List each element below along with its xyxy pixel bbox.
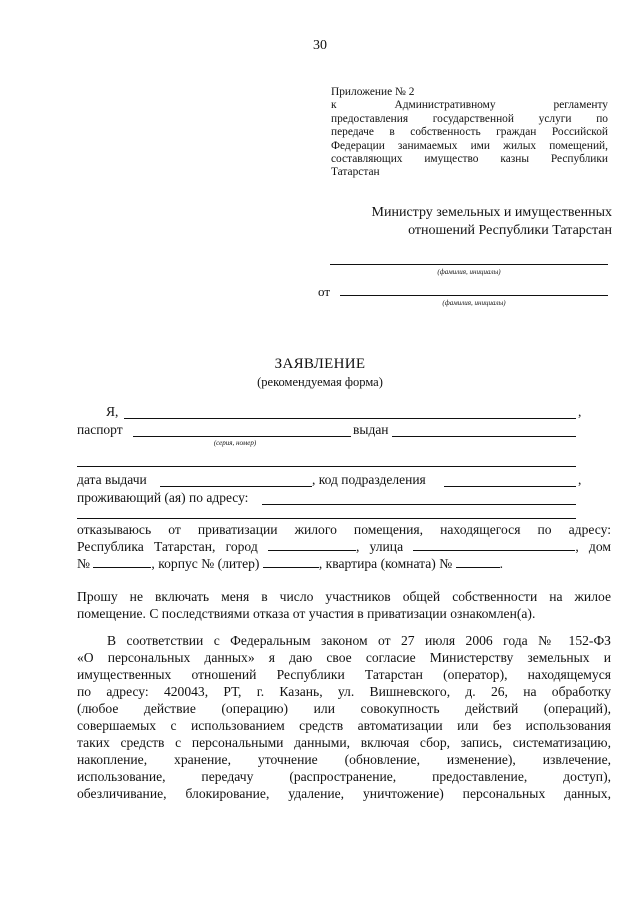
issue-date-line[interactable]	[160, 486, 312, 487]
request-line: помещение. С последствиями отказа от участия в приватизации ознакомлен(а).	[77, 606, 536, 621]
addressee-line: Министру земельных и имущественных	[371, 205, 612, 220]
request-line: Прошу не включать меня в число участников общей собственности на жилое	[77, 589, 611, 604]
comma: ,	[578, 472, 582, 487]
house-field[interactable]	[93, 555, 151, 568]
appendix-line: Федерации занимаемых ими жилых помещений,	[331, 139, 608, 152]
from-caption: (фамилия, инициалы)	[442, 299, 506, 307]
residing-line[interactable]	[262, 504, 576, 505]
appendix-line: к Административному регламенту	[331, 99, 608, 112]
city-field[interactable]	[268, 538, 356, 551]
name-caption: (фамилия, инициалы)	[437, 268, 501, 276]
consent-line: имущественных отношений Республики Татарстан (оператор), находящемуся	[77, 667, 611, 682]
ya-label: Я,	[106, 404, 119, 419]
building-field[interactable]	[263, 555, 319, 568]
document-title: ЗАЯВЛЕНИЕ	[274, 356, 366, 372]
fullname-line[interactable]	[124, 418, 576, 419]
from-line[interactable]	[340, 295, 608, 296]
request-paragraph	[77, 588, 611, 622]
consent-line: таких средств с персональными данными, включая сбор, запись, систематизацию,	[77, 735, 611, 750]
appendix-line: передаче в собственность граждан Российской	[331, 126, 608, 139]
appendix-line: Татарстан	[331, 166, 380, 179]
division-code-label: , код подразделения	[312, 472, 426, 487]
appendix-line: составляющих имущество казны Республики	[331, 153, 608, 166]
issue-date-label: дата выдачи	[77, 472, 147, 487]
street-field[interactable]	[413, 538, 575, 551]
consent-line: В соответствии с Федеральным законом от 27 июля 2006 года № 152-ФЗ	[107, 633, 611, 648]
residing-label: проживающий (ая) по адресу:	[77, 490, 249, 505]
issued-label: выдан	[353, 422, 389, 437]
name-line[interactable]	[330, 264, 608, 265]
consent-paragraph	[77, 632, 611, 802]
consent-line: накопление, хранение, уточнение (обновление, изменение), извлечение,	[77, 752, 611, 767]
page-number: 30	[313, 38, 327, 53]
consent-line: «О персональных данных» я даю свое согласие Министерству земельных и	[77, 650, 611, 665]
from-label: от	[318, 284, 331, 299]
refusal-line: Республика Татарстан, город , улица , дом	[77, 539, 611, 554]
addressee-line: отношений Республики Татарстан	[408, 223, 612, 238]
apartment-field[interactable]	[456, 555, 500, 568]
passport-caption: (серия, номер)	[213, 439, 257, 447]
refusal-paragraph	[77, 521, 611, 572]
passport-line[interactable]	[133, 436, 351, 437]
consent-line: использование, передачу (распространение, предоставление, доступ),	[77, 769, 611, 784]
consent-line: по адресу: 420043, РТ, г. Казань, ул. Вишневского, д. 26, на обработку	[77, 684, 611, 699]
appendix-block	[331, 86, 608, 180]
passport-label: паспорт	[77, 422, 123, 437]
issued-line-continued[interactable]	[77, 466, 576, 467]
address-line-continued[interactable]	[77, 518, 576, 519]
comma: ,	[578, 404, 582, 419]
consent-line: (любое действие (операцию) или совокупность действий (операций),	[77, 701, 611, 716]
document-subtitle: (рекомендуемая форма)	[257, 375, 383, 389]
issued-line[interactable]	[392, 436, 576, 437]
consent-line: совершаемых с использованием средств автоматизации или без использования	[77, 718, 611, 733]
addressee	[300, 204, 612, 240]
refusal-line: отказываюсь от приватизации жилого помещения, находящегося по адресу:	[77, 522, 611, 537]
division-code-line[interactable]	[444, 486, 576, 487]
appendix-title: Приложение № 2	[331, 86, 415, 98]
appendix-line: предоставления государственной услуги по	[331, 112, 608, 125]
consent-line: обезличивание, блокирование, удаление, уничтожение) персональных данных,	[77, 786, 611, 801]
refusal-line: № , корпус № (литер) , квартира (комната) № .	[77, 556, 503, 571]
